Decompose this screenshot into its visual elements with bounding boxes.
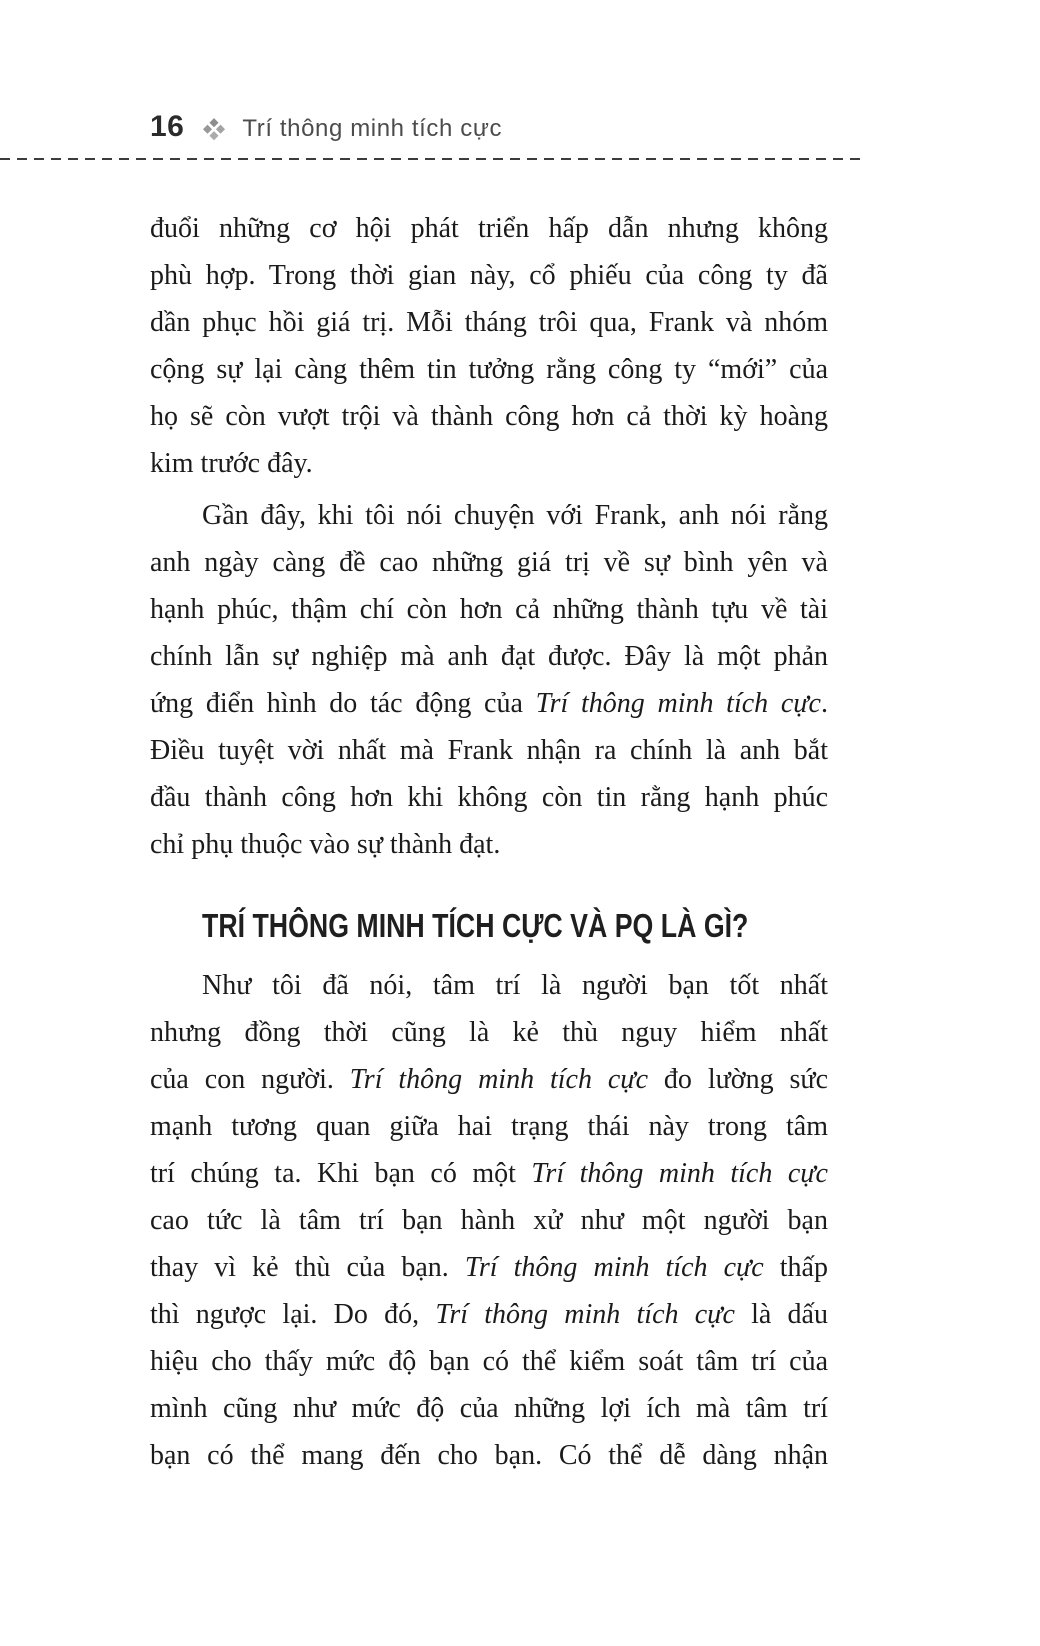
text-run: thì ngược lại. Do đó, bbox=[150, 1299, 436, 1330]
section-heading: TRÍ THÔNG MINH TÍCH CỰC VÀ PQ LÀ GÌ? bbox=[202, 907, 749, 944]
text-line bbox=[150, 633, 828, 680]
text-run: chính lẫn sự nghiệp mà anh đạt được. Đây là một phản bbox=[150, 641, 828, 672]
text-run: . bbox=[821, 688, 828, 719]
dashed-divider bbox=[0, 158, 860, 160]
text-run: hạnh phúc, thậm chí còn hơn cả những thành tựu về tài bbox=[150, 594, 828, 625]
text-line bbox=[150, 1385, 828, 1432]
text-line bbox=[150, 539, 828, 586]
text-line bbox=[150, 586, 828, 633]
text-line bbox=[150, 774, 828, 821]
text-run: Như tôi đã nói, tâm trí là người bạn tốt nhất bbox=[202, 970, 828, 1001]
text-run: mình cũng như mức độ của những lợi ích mà tâm trí bbox=[150, 1393, 828, 1424]
body-text bbox=[150, 205, 828, 1479]
text-run: thay vì kẻ thù của bạn. bbox=[150, 1252, 465, 1283]
text-line bbox=[150, 680, 828, 727]
text-run: họ sẽ còn vượt trội và thành công hơn cả thời kỳ hoàng bbox=[150, 401, 828, 432]
text-line bbox=[150, 1009, 828, 1056]
italic-term: Trí thông minh tích cực bbox=[531, 1158, 828, 1189]
text-line bbox=[150, 1150, 828, 1197]
text-run: dần phục hồi giá trị. Mỗi tháng trôi qua, Frank và nhóm bbox=[150, 307, 828, 338]
text-run: trí chúng ta. Khi bạn có một bbox=[150, 1158, 532, 1189]
text-line bbox=[150, 1056, 828, 1103]
text-run: ứng điển hình do tác động của bbox=[150, 688, 536, 719]
text-line bbox=[150, 252, 828, 299]
paragraph bbox=[150, 492, 828, 868]
italic-term: Trí thông minh tích cực bbox=[435, 1299, 735, 1330]
italic-term: Trí thông minh tích cực bbox=[535, 688, 821, 719]
italic-term: Trí thông minh tích cực bbox=[464, 1252, 764, 1283]
text-run: cộng sự lại càng thêm tin tưởng rằng công ty “mới” của bbox=[150, 354, 828, 385]
text-line bbox=[150, 1291, 828, 1338]
text-line bbox=[150, 1338, 828, 1385]
text-run: kim trước đây. bbox=[150, 448, 313, 479]
paragraph bbox=[150, 205, 828, 487]
text-line bbox=[150, 393, 828, 440]
text-run: của con người. bbox=[150, 1064, 350, 1095]
text-line bbox=[150, 1103, 828, 1150]
text-line bbox=[150, 1244, 828, 1291]
text-line bbox=[150, 205, 828, 252]
text-run: Điều tuyệt vời nhất mà Frank nhận ra chính là anh bắt bbox=[150, 735, 828, 766]
page-number: 16 bbox=[150, 110, 185, 143]
text-run: đuổi những cơ hội phát triển hấp dẫn nhưng không bbox=[150, 213, 828, 244]
text-line bbox=[150, 346, 828, 393]
paragraph bbox=[150, 962, 828, 1479]
text-run: hiệu cho thấy mức độ bạn có thể kiểm soát tâm trí của bbox=[150, 1346, 828, 1377]
text-line bbox=[150, 492, 828, 539]
text-run: là dấu bbox=[734, 1299, 828, 1330]
text-run: Gần đây, khi tôi nói chuyện với Frank, anh nói rằng bbox=[202, 500, 828, 531]
text-run: anh ngày càng đề cao những giá trị về sự bình yên và bbox=[150, 547, 828, 578]
text-run: đầu thành công hơn khi không còn tin rằng hạnh phúc bbox=[150, 782, 828, 813]
text-line bbox=[150, 440, 828, 487]
four-diamonds-icon bbox=[201, 116, 227, 142]
text-run: thấp bbox=[763, 1252, 828, 1283]
text-line bbox=[150, 821, 828, 868]
text-line bbox=[150, 1432, 828, 1479]
text-line bbox=[150, 727, 828, 774]
running-title: Trí thông minh tích cực bbox=[242, 115, 503, 142]
text-run: đo lường sức bbox=[648, 1064, 829, 1095]
text-run: chỉ phụ thuộc vào sự thành đạt. bbox=[150, 829, 501, 860]
page-header bbox=[150, 110, 502, 144]
text-run: cao tức là tâm trí bạn hành xử như một người bạn bbox=[150, 1205, 828, 1236]
text-run: phù hợp. Trong thời gian này, cổ phiếu của công ty đã bbox=[150, 260, 828, 291]
text-line bbox=[150, 1197, 828, 1244]
text-line bbox=[150, 962, 828, 1009]
text-run: nhưng đồng thời cũng là kẻ thù nguy hiểm nhất bbox=[150, 1017, 828, 1048]
text-line bbox=[150, 299, 828, 346]
text-run: mạnh tương quan giữa hai trạng thái này trong tâm bbox=[150, 1111, 828, 1142]
text-run: bạn có thể mang đến cho bạn. Có thể dễ dàng nhận bbox=[150, 1440, 828, 1471]
italic-term: Trí thông minh tích cực bbox=[349, 1064, 649, 1095]
